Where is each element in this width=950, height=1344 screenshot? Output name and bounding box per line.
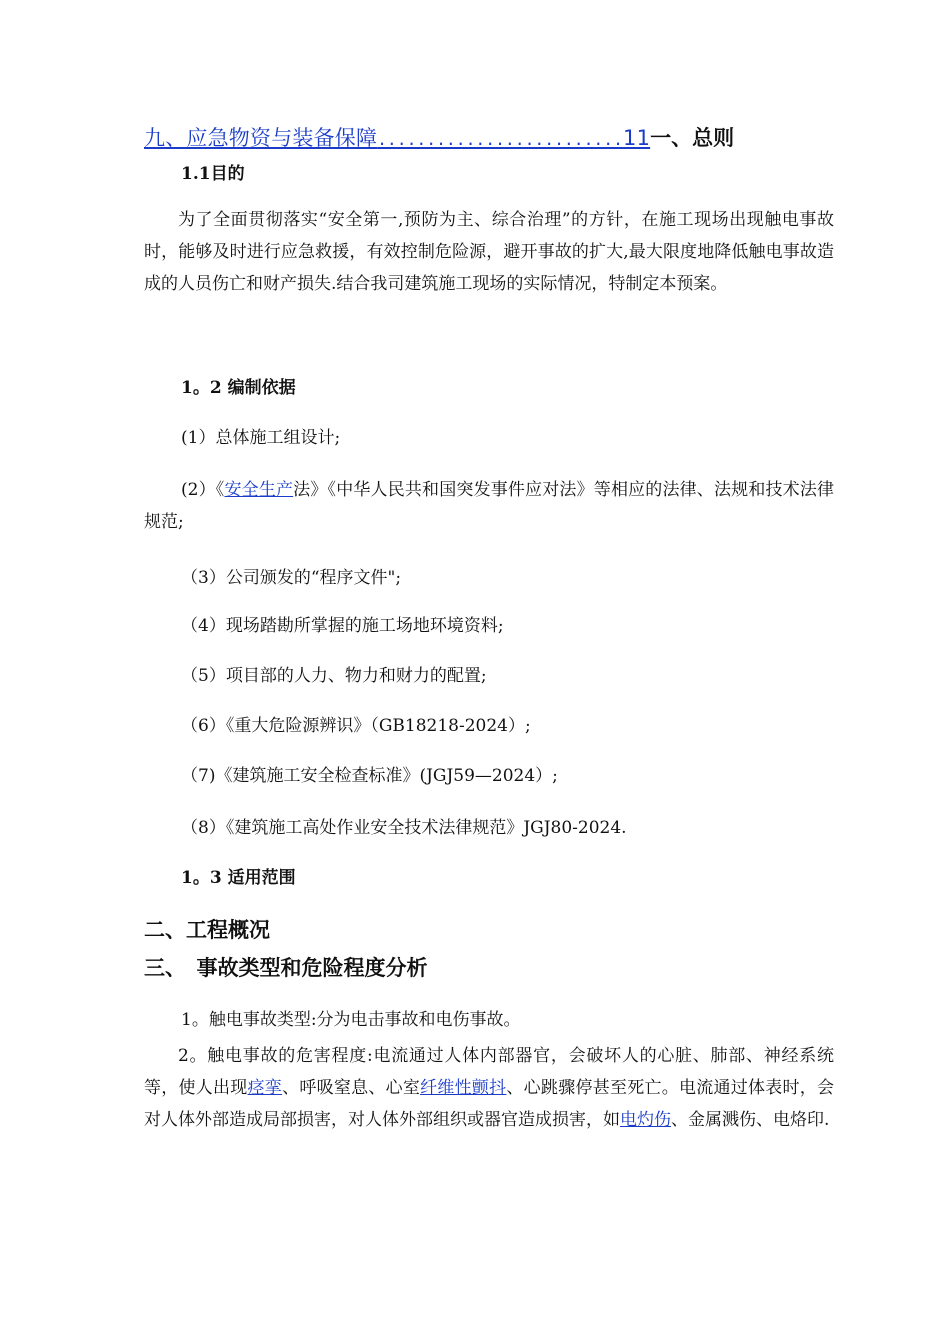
heading-accident-analysis: 三、 事故类型和危险程度分析 <box>144 956 428 980</box>
basis-item-3: （3）公司颁发的“程序文件"; <box>181 568 402 588</box>
section-1-3-title: 1。3 适用范围 <box>181 868 296 888</box>
heading-project-overview: 二、工程概况 <box>144 918 270 942</box>
toc-page-number: 11 <box>623 126 651 150</box>
heading-general: 一、总则 <box>650 126 735 150</box>
link-spasm[interactable]: 痉挛 <box>247 1078 283 1098</box>
link-electric-burn[interactable]: 电灼伤 <box>620 1110 671 1130</box>
basis-item-2: (2）《安全生产法》《中华人民共和国突发事件应对法》等相应的法律、法规和技术法律规范; <box>144 480 835 532</box>
link-safety-production[interactable]: 安全生产 <box>224 480 294 500</box>
basis-item-7: （7)《建筑施工安全检查标准》(JGJ59—2024）; <box>181 766 558 786</box>
basis-item-1: (1）总体施工组设计; <box>181 428 341 448</box>
basis-item-5: （5）项目部的人力、物力和财力的配置; <box>181 666 487 686</box>
link-fibrillation[interactable]: 纤维性颤抖 <box>420 1078 507 1098</box>
section-1-2-title: 1。2 编制依据 <box>181 378 296 398</box>
purpose-paragraph: 为了全面贯彻落实“安全第一,预防为主、综合治理”的方针，在施工现场出现触电事故时，能够及时进行应急救援，有效控制危险源，避开事故的扩大,最大限度地降低触电事故造成的人员伤亡和财产损失.结合我司建筑施工现场的实际情况，特制定本预案。 <box>144 210 834 294</box>
toc-line <box>144 124 734 154</box>
analysis-paragraph-1: 1。触电事故类型:分为电击事故和电伤事故。 <box>181 1010 521 1030</box>
analysis-paragraph-2: 2。触电事故的危害程度:电流通过人体内部器官，会破坏人的心脏、肺部、神经系统等，使人出现痉挛、呼吸窒息、心室纤维性颤抖、心跳骤停甚至死亡。电流通过体表时，会对人体外部造成局部损害，对人体外部组织或器官造成损害，如电灼伤、金属溅伤、电烙印. <box>144 1046 835 1130</box>
basis-item-4: （4）现场踏勘所掌握的施工场地环境资料; <box>181 616 504 636</box>
basis-item-6: （6）《重大危险源辨识》（GB18218-2024）; <box>181 716 531 736</box>
toc-link-emergency-supplies[interactable]: 九、应急物资与装备保障.........................11 <box>144 126 651 150</box>
basis-item-8: （8）《建筑施工高处作业安全技术法律规范》JGJ80-2024. <box>181 818 627 838</box>
section-1-1-title: 1.1目的 <box>181 164 245 184</box>
toc-dots: ......................... <box>377 130 624 149</box>
